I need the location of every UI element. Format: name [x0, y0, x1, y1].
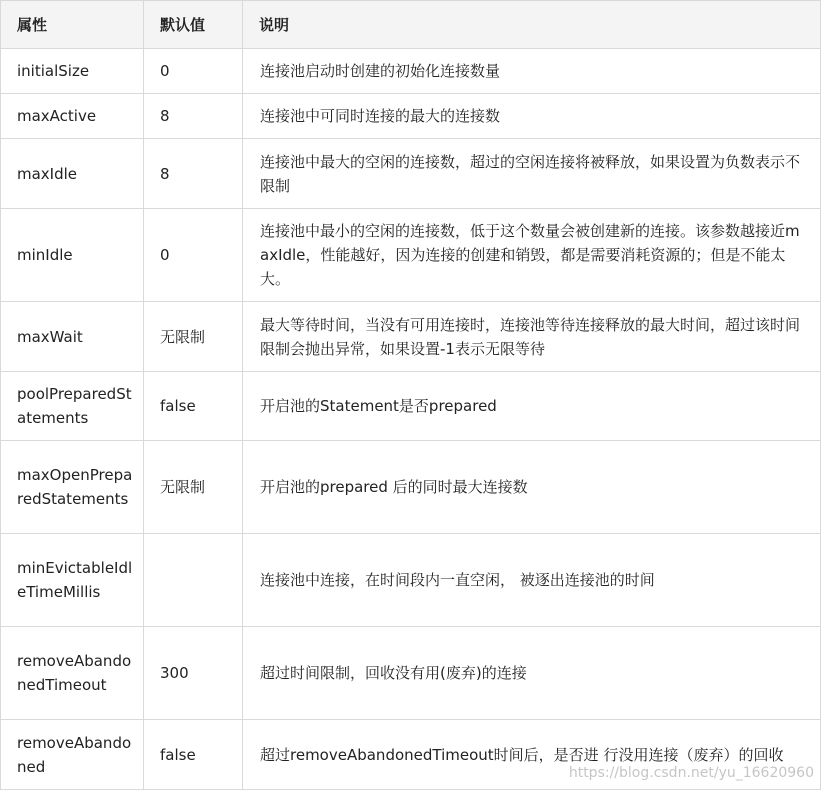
cell-attribute: maxOpenPreparedStatements — [1, 441, 144, 534]
cell-attribute: minIdle — [1, 209, 144, 302]
cell-default: 无限制 — [144, 441, 243, 534]
header-attribute: 属性 — [1, 1, 144, 49]
table-row — [1, 372, 821, 441]
cell-default: 8 — [144, 94, 243, 139]
cell-description: 连接池中最大的空闲的连接数，超过的空闲连接将被释放，如果设置为负数表示不限制 — [243, 139, 821, 209]
cell-description: 连接池中最小的空闲的连接数，低于这个数量会被创建新的连接。该参数越接近maxIdle，性能越好，因为连接的创建和销毁，都是需要消耗资源的；但是不能太大。 — [243, 209, 821, 302]
cell-attribute: minEvictableIdleTimeMillis — [1, 534, 144, 627]
cell-description: 超过removeAbandonedTimeout时间后，是否进 行没用连接（废弃）的回收 — [243, 720, 821, 790]
table-row — [1, 94, 821, 139]
cell-attribute: maxIdle — [1, 139, 144, 209]
table-row — [1, 209, 821, 302]
cell-attribute: initialSize — [1, 49, 144, 94]
cell-description: 超过时间限制，回收没有用(废弃)的连接 — [243, 627, 821, 720]
cell-default: 0 — [144, 209, 243, 302]
table-row — [1, 534, 821, 627]
cell-attribute: maxActive — [1, 94, 144, 139]
cell-default — [144, 534, 243, 627]
cell-description: 连接池启动时创建的初始化连接数量 — [243, 49, 821, 94]
table-header-row — [1, 1, 821, 49]
table-row — [1, 49, 821, 94]
cell-attribute: maxWait — [1, 302, 144, 372]
cell-description: 最大等待时间，当没有可用连接时，连接池等待连接释放的最大时间，超过该时间限制会抛出异常，如果设置-1表示无限等待 — [243, 302, 821, 372]
cell-attribute: removeAbandonedTimeout — [1, 627, 144, 720]
cell-default: 无限制 — [144, 302, 243, 372]
cell-default: false — [144, 372, 243, 441]
table-row — [1, 441, 821, 534]
cell-description: 连接池中连接，在时间段内一直空闲， 被逐出连接池的时间 — [243, 534, 821, 627]
header-default: 默认值 — [144, 1, 243, 49]
cell-attribute: poolPreparedStatements — [1, 372, 144, 441]
cell-default: false — [144, 720, 243, 790]
table-row — [1, 302, 821, 372]
cell-default: 300 — [144, 627, 243, 720]
cell-description: 连接池中可同时连接的最大的连接数 — [243, 94, 821, 139]
cell-default: 0 — [144, 49, 243, 94]
table-row — [1, 627, 821, 720]
cell-default: 8 — [144, 139, 243, 209]
header-description: 说明 — [243, 1, 821, 49]
table-row — [1, 720, 821, 790]
cell-description: 开启池的prepared 后的同时最大连接数 — [243, 441, 821, 534]
table-row — [1, 139, 821, 209]
watermark: https://blog.csdn.net/yu_16620960 — [568, 765, 814, 781]
cell-description: 开启池的Statement是否prepared — [243, 372, 821, 441]
cell-attribute: removeAbandoned — [1, 720, 144, 790]
